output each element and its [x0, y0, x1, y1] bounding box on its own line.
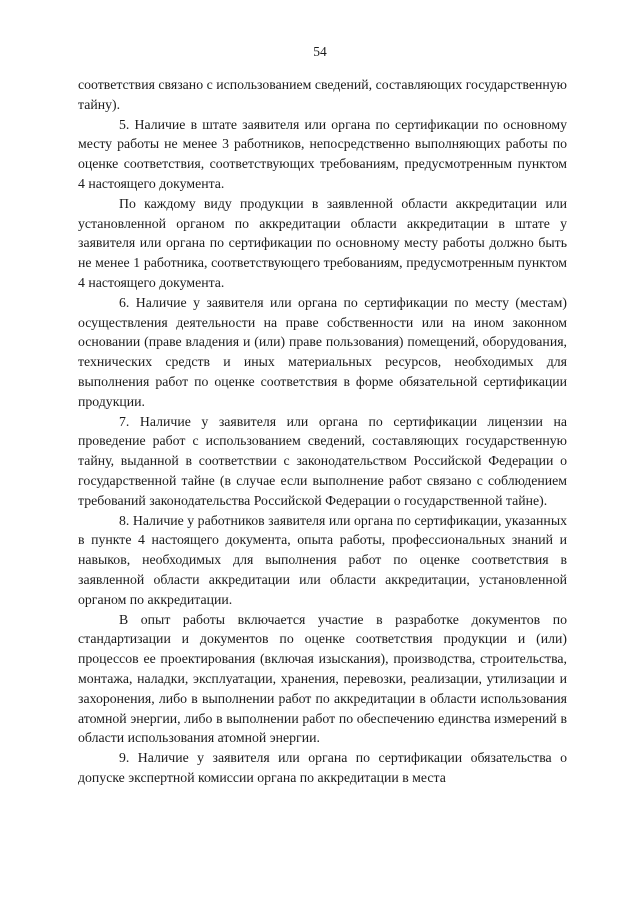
paragraph: 6. Наличие у заявителя или органа по сертификации по месту (местам) осуществления деятельности на праве собственности или на ином законном основании (праве владения и (или) праве пользования) помещений, оборудования, технических средств и иных материальных ресурсов, необходимых для выполнения работ по оценке соответствия в форме обязательной сертификации продукции. [78, 294, 567, 409]
paragraph: В опыт работы включается участие в разработке документов по стандартизации и документов по оценке соответствия продукции и (или) процессов ее проектирования (включая изыскания), производства, строительства, монтажа, наладки, эксплуатации, хранения, перевозки, реализации, утилизации и захоронения, либо в выполнении работ по аккредитации в области использования атомной энергии, либо в выполнении работ по обеспечению единства измерений в области использования атомной энергии. [78, 611, 567, 746]
document-body [78, 75, 567, 788]
paragraph: По каждому виду продукции в заявленной области аккредитации или установленной органом по аккредитации области аккредитации в штате у заявителя или органа по сертификации по основному месту работы должно быть не менее 1 работника, соответствующего требованиям, предусмотренным пунктом 4 настоящего документа. [78, 195, 567, 290]
paragraph: 8. Наличие у работников заявителя или органа по сертификации, указанных в пункте 4 настоящего документа, опыта работы, профессиональных знаний и навыков, необходимых для выполнения работ по оценке соответствия в заявленной области аккредитации или области аккредитации, установленной органом по аккредитации. [78, 512, 567, 607]
paragraph: соответствия связано с использованием сведений, составляющих государственную тайну). [78, 77, 567, 112]
page-number: 54 [313, 44, 327, 59]
paragraph: 9. Наличие у заявителя или органа по сертификации обязательства о допуске экспертной комиссии органа по аккредитации в места [78, 750, 567, 785]
paragraph: 7. Наличие у заявителя или органа по сертификации лицензии на проведение работ с использованием сведений, составляющих государственную тайну, выданной в соответствии с законодательством Российской Федерации о государственной тайне (в случае если выполнение работ связано с соблюдением требований законодательства Российской Федерации о государственной тайне). [78, 413, 567, 508]
paragraph: 5. Наличие в штате заявителя или органа по сертификации по основному месту работы не менее 3 работников, непосредственно выполняющих работы по оценке соответствия, соответствующих требованиям, предусмотренным пунктом 4 настоящего документа. [78, 116, 567, 191]
